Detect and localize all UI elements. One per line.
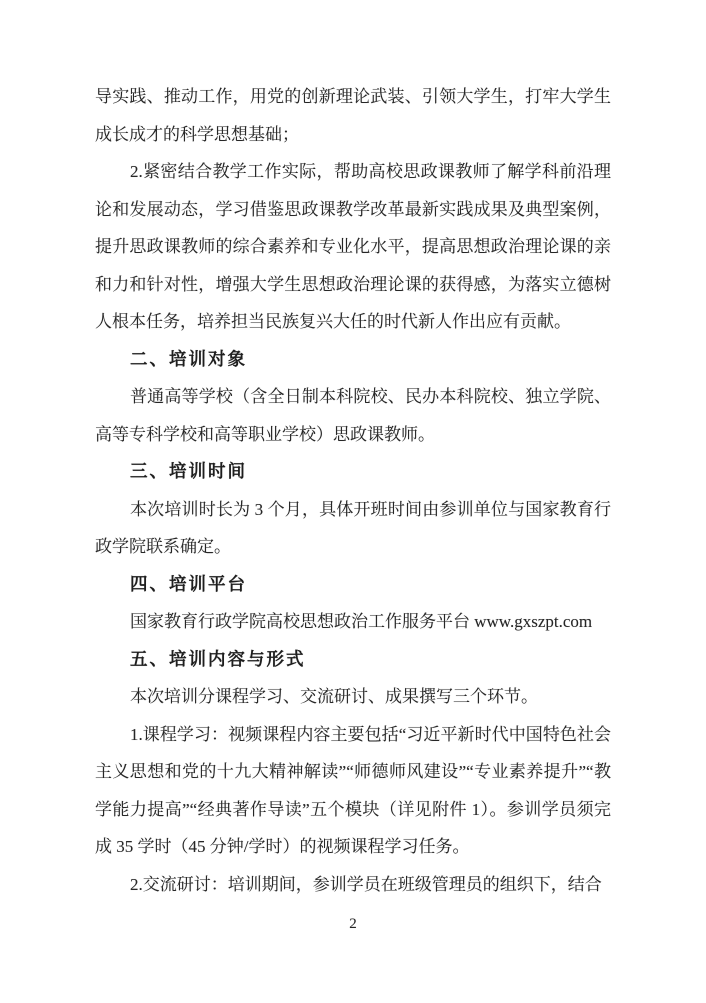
paragraph-training-time: 本次培训时长为 3 个月，具体开班时间由参训单位与国家教育行政学院联系确定。 [95,499,611,556]
paragraph-training-phases: 本次培训分课程学习、交流研讨、成果撰写三个环节。 [130,687,538,706]
paragraph-training-target: 普通高等学校（含全日制本科院校、民办本科院校、独立学院、高等专科学校和高等职业学校）思政课教师。 [95,387,611,444]
paragraph-discussion: 2.交流研讨：培训期间，参训学员在班级管理员的组织下，结合 [130,874,602,894]
heading-training-time: 三、培训时间 [130,461,247,481]
heading-training-content-format: 五、培训内容与形式 [130,648,306,669]
paragraph-course-learning: 1.课程学习：视频课程内容主要包括“习近平新时代中国特色社会主义思想和党的十九大精神解读”“师德师风建设”“专业素养提升”“教学能力提高”“经典著作导读”五个模块（详见附件 1）。参训学员须完成 35 学时（45 分钟/学时）的视频课程学习任务。 [95,724,611,856]
page-number: 2 [349,916,357,932]
paragraph-training-platform-url: 国家教育行政学院高校思想政治工作服务平台 www.gxszpt.com [130,612,593,631]
paragraph-goal-2: 2.紧密结合教学工作实际，帮助高校思政课教师了解学科前沿理论和发展动态，学习借鉴思政课教学改革最新实践成果及典型案例，提升思政课教师的综合素养和专业化水平，提高思想政治理论课的亲和力和针对性，增强大学生思想政治理论课的获得感，为落实立德树人根本任务，培养担当民族复兴大任的时代新人作出应有贡献。 [95,162,611,331]
heading-training-target: 二、培训对象 [130,348,247,369]
heading-training-platform: 四、培训平台 [130,573,247,594]
document-content [95,78,611,903]
paragraph-continuation-goal-1: 导实践、推动工作，用党的创新理论武装、引领大学生，打牢大学生成长成才的科学思想基础； [95,87,611,144]
